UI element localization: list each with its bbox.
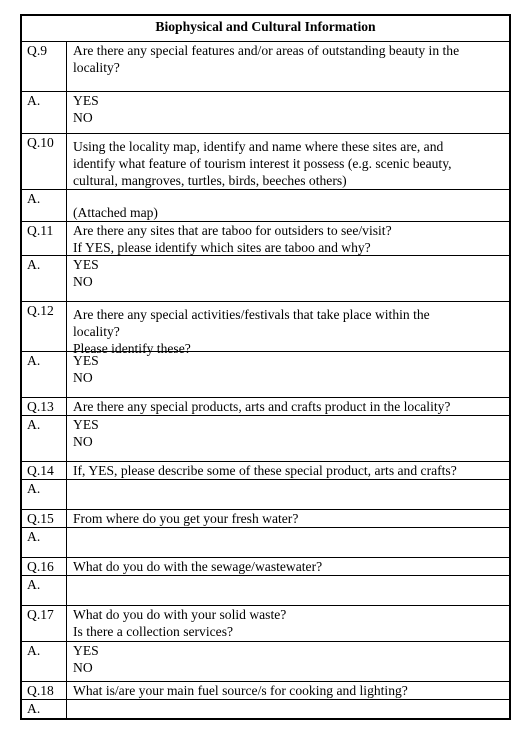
question-text [73,222,503,256]
question-line: cultural, mangroves, turtles, birds, beeches others) [73,173,347,188]
question-row [22,510,509,528]
answer-option: NO [73,370,93,385]
question-row [22,134,509,190]
answer-text [73,352,503,386]
question-line: Using the locality map, identify and name where these sites are, and [73,139,444,154]
question-number: Q.14 [27,463,54,478]
answer-row [22,700,509,720]
answer-label: A. [27,93,41,108]
answer-option: (Attached map) [73,205,158,220]
question-line: What do you do with your solid waste? [73,607,287,622]
question-line: From where do you get your fresh water? [73,511,299,526]
answer-option: NO [73,434,93,449]
question-line: If YES, please identify which sites are taboo and why? [73,240,371,255]
table-title: Biophysical and Cultural Information [22,16,509,42]
question-text [73,510,503,527]
answer-label: A. [27,191,41,206]
question-text [73,558,503,575]
answer-label: A. [27,257,41,272]
answer-option: YES [73,93,99,108]
question-row [22,302,509,356]
question-text [73,606,503,640]
question-row [22,462,509,480]
question-text [73,306,503,357]
answer-option: NO [73,274,93,289]
question-line: Are there any special features and/or areas of outstanding beauty in the [73,43,460,58]
question-line: locality? [73,60,120,75]
answer-label: A. [27,577,41,592]
question-row [22,682,509,700]
answer-text [73,642,503,676]
answer-text [73,204,503,221]
question-text [73,42,503,76]
answer-row [22,190,509,222]
question-row [22,398,509,416]
answer-row [22,642,509,682]
question-text [73,138,503,189]
answer-label: A. [27,643,41,658]
answer-text [73,92,503,126]
answer-label: A. [27,481,41,496]
question-line: What is/are your main fuel source/s for cooking and lighting? [73,683,408,698]
answer-option: NO [73,660,93,675]
answer-row [22,416,509,462]
question-line: Are there any sites that are taboo for outsiders to see/visit? [73,223,392,238]
question-text [73,682,503,699]
question-line: locality? [73,324,120,339]
answer-option: YES [73,257,99,272]
question-number: Q.9 [27,43,48,58]
survey-table [20,14,511,720]
answer-row [22,256,509,302]
question-line: Is there a collection services? [73,624,234,639]
question-line: identify what feature of tourism interest it possess (e.g. scenic beauty, [73,156,452,171]
answer-option: NO [73,110,93,125]
answer-option: YES [73,643,99,658]
question-number: Q.12 [27,303,54,318]
question-number: Q.10 [27,135,54,150]
answer-text [73,416,503,450]
question-line: What do you do with the sewage/wastewater? [73,559,323,574]
question-text [73,398,503,415]
answer-label: A. [27,417,41,432]
question-number: Q.11 [27,223,54,238]
question-number: Q.18 [27,683,54,698]
answer-label: A. [27,701,41,716]
answer-row [22,576,509,606]
answer-label: A. [27,353,41,368]
question-row [22,42,509,92]
answer-row [22,352,509,398]
question-number: Q.15 [27,511,54,526]
question-row [22,222,509,256]
answer-text [73,256,503,290]
question-text [73,462,503,479]
question-line: Are there any special activities/festivals that take place within the [73,307,430,322]
question-number: Q.16 [27,559,54,574]
answer-row [22,528,509,558]
question-number: Q.13 [27,399,54,414]
answer-option: YES [73,353,99,368]
answer-row [22,92,509,134]
question-line: If, YES, please describe some of these special product, arts and crafts? [73,463,457,478]
question-line: Are there any special products, arts and crafts product in the locality? [73,399,451,414]
question-line: Please identify these? [73,341,191,356]
answer-option: YES [73,417,99,432]
question-row [22,606,509,642]
answer-row [22,480,509,510]
question-row [22,558,509,576]
question-number: Q.17 [27,607,54,622]
answer-label: A. [27,529,41,544]
